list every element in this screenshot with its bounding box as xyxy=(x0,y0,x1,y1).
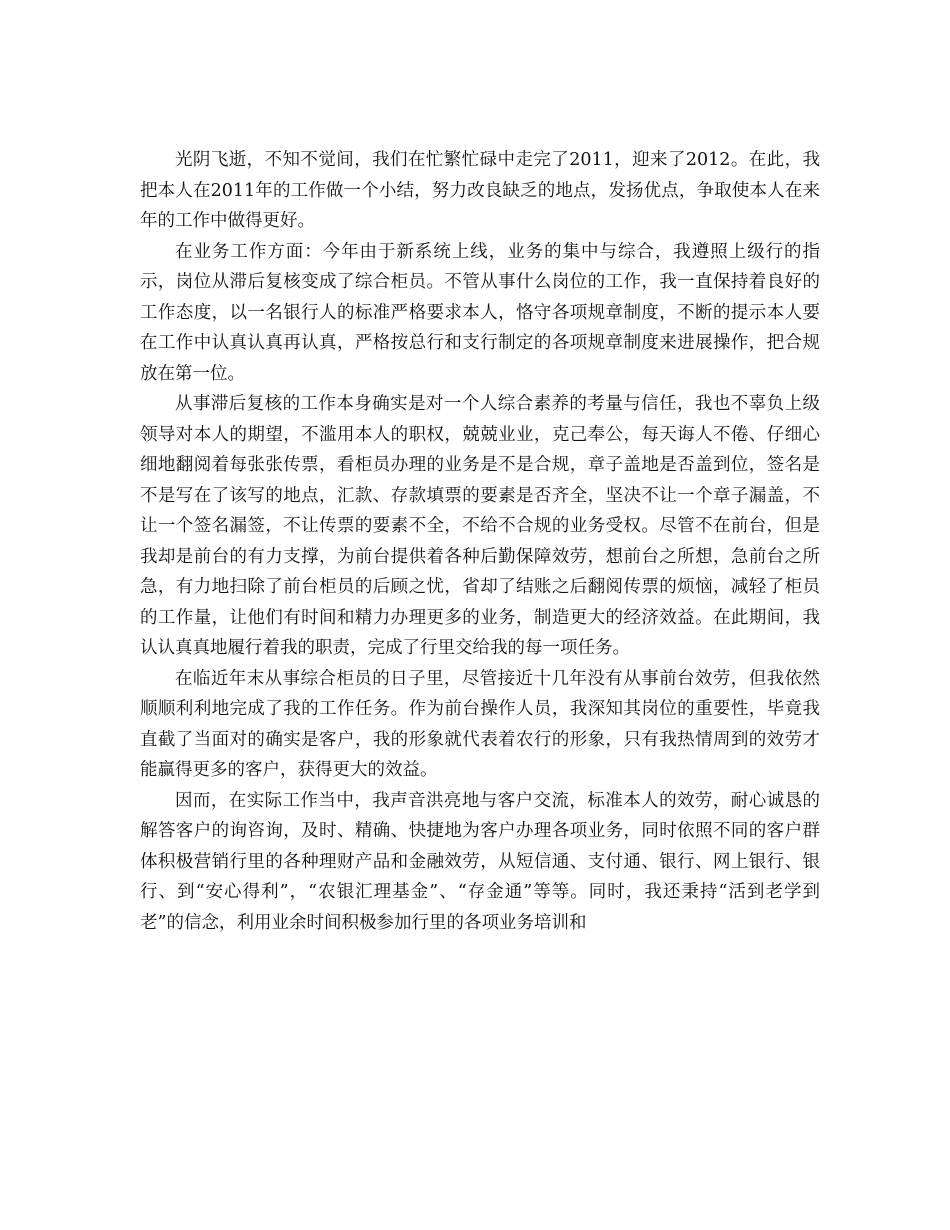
paragraph-1: 光阴飞逝，不知不觉间，我们在忙繁忙碌中走完了2011，迎来了2012。在此，我把本人在2011年的工作做一个小结，努力改良缺乏的地点，发扬优点，争取使本人在来年的工作中做得更好。 xyxy=(140,150,820,231)
paragraph-5: 因而，在实际工作当中，我声音洪亮地与客户交流，标准本人的效劳，耐心诚恳的解答客户的询咨询，及时、精确、快捷地为客户办理各项业务，同时依照不同的客户群体积极营销行里的各种理财产品和金融效劳，从短信通、支付通、银行、网上银行、银行、到“安心得利”，“农银汇理基金”、“存金通”等等。同时，我还秉持“活到老学到老”的信念，利用业余时间积极参加行里的各项业务培训和 xyxy=(140,790,820,933)
paragraph-3: 从事滞后复核的工作本身确实是对一个人综合素养的考量与信任，我也不辜负上级领导对本人的期望，不滥用本人的职权，兢兢业业，克己奉公，每天诲人不倦、仔细心细地翻阅着每张张传票，看柜员办理的业务是不是合规，章子盖地是否盖到位，签名是不是写在了该写的地点，汇款、存款填票的要素是否齐全，坚决不让一个章子漏盖，不让一个签名漏签，不让传票的要素不全，不给不合规的业务受权。尽管不在前台，但是我却是前台的有力支撑，为前台提供着各种后勤保障效劳，想前台之所想，急前台之所急，有力地扫除了前台柜员的后顾之忧，省却了结账之后翻阅传票的烦恼，减轻了柜员的工作量，让他们有时间和精力办理更多的业务，制造更大的经济效益。在此期间，我认认真真地履行着我的职责，完成了行里交给我的每一项任务。 xyxy=(140,394,820,658)
paragraph-4: 在临近年末从事综合柜员的日子里，尽管接近十几年没有从事前台效劳，但我依然顺顺利利地完成了我的工作任务。作为前台操作人员，我深知其岗位的重要性，毕竟我直截了当面对的确实是客户，我的形象就代表着农行的形象，只有我热情周到的效劳才能赢得更多的客户，获得更大的效益。 xyxy=(140,668,820,780)
document-body xyxy=(140,145,820,938)
paragraph-2: 在业务工作方面：今年由于新系统上线，业务的集中与综合，我遵照上级行的指示，岗位从滞后复核变成了综合柜员。不管从事什么岗位的工作，我一直保持着良好的工作态度，以一名银行人的标准严格要求本人，恪守各项规章制度，不断的提示本人要在工作中认真认真再认真，严格按总行和支行制定的各项规章制度来进展操作，把合规放在第一位。 xyxy=(140,241,820,384)
